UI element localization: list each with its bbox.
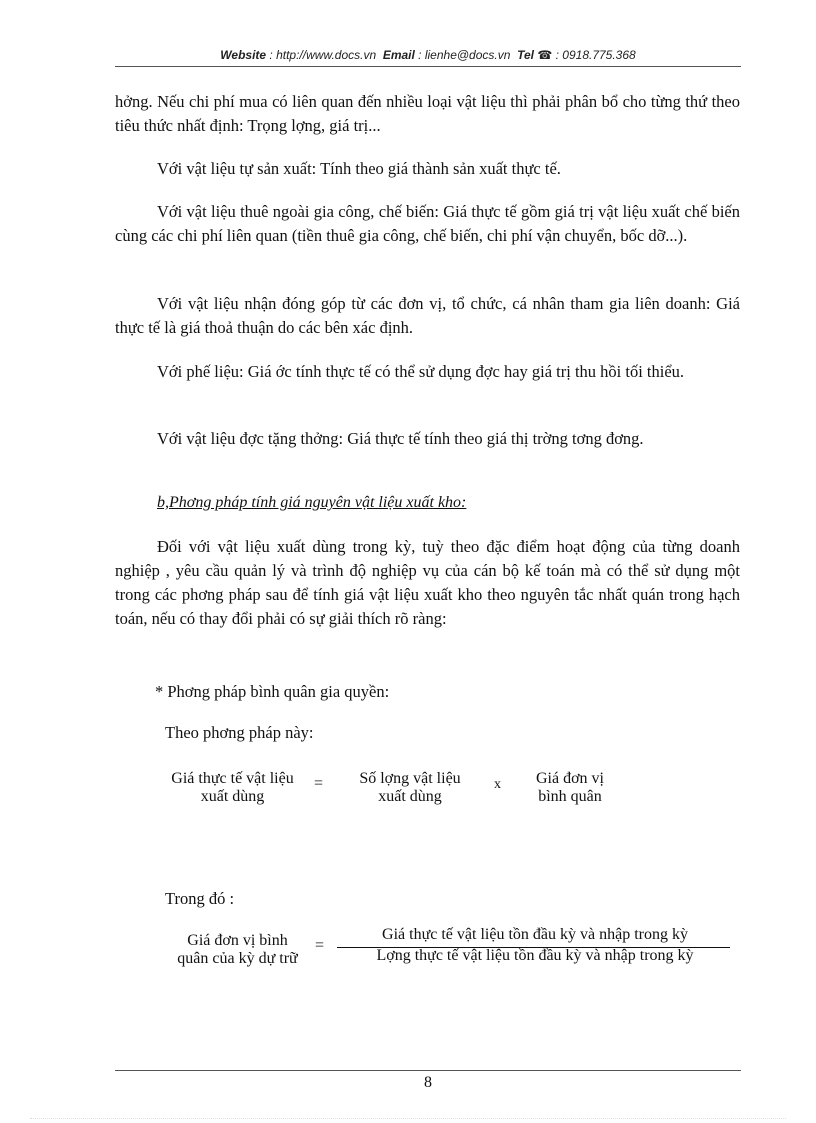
formula1-equals: = (314, 775, 324, 792)
formula1-term1-line1: Số lợng vật liệu (359, 770, 461, 787)
formula1-term2-line2: bình quân (538, 788, 602, 805)
website-label: Website (220, 48, 267, 62)
paragraph-3: Với vật liệu thuê ngoài gia công, chế biến: Giá thực tế gồm giá trị vật liệu xuất chế biến cùng các chi phí liên quan (tiền thuê gia công, chế biến, chi phí vận chuyển, bốc dỡ...). (115, 202, 740, 245)
formula2-lhs (155, 932, 320, 968)
page-header (115, 48, 741, 62)
formula2-lhs-line2: quân của kỳ dự trữ (177, 950, 298, 967)
paragraph-7: Đối với vật liệu xuất dùng trong kỳ, tuỳ theo đặc điểm hoạt động của từng doanh nghiệp , yêu cầu quản lý và trình độ nghiệp vụ của cán bộ kế toán mà có thể sử dụng một trong các phơng pháp sau để tính giá vật liệu xuất kho theo nguyên tắc nhất quán trong hạch toán, nếu có thay đổi phải có sự giải thích rõ ràng: (115, 537, 740, 628)
formula2-equals: = (315, 937, 325, 954)
header-divider (115, 66, 741, 67)
where-label: Trong đó : (165, 889, 235, 908)
formula1-lhs (150, 770, 315, 806)
paragraph-5: Với phế liệu: Giá ớc tính thực tế có thể sử dụng đợc hay giá trị thu hồi tối thiểu. (157, 362, 685, 381)
website-value: : http://www.docs.vn (269, 48, 377, 62)
section-heading: b,Phơng pháp tính giá nguyên vật liệu xuất kho: (157, 494, 467, 511)
formula1-lhs-line1: Giá thực tế vật liệu (171, 770, 294, 787)
method-intro: Theo phơng pháp này: (165, 723, 314, 742)
paragraph-6: Với vật liệu đợc tặng thởng: Giá thực tế tính theo giá thị trờng tơng đơng. (157, 429, 644, 448)
tel-label: Tel (517, 48, 534, 62)
email-label: Email (382, 48, 415, 62)
formula1-term2 (520, 770, 620, 806)
paragraph-1: hởng. Nếu chi phí mua có liên quan đến nhiều loại vật liệu thì phải phân bổ cho từng thứ theo tiêu thức nhất định: Trọng lợng, giá trị... (115, 92, 740, 135)
email-value: : lienhe@docs.vn (418, 48, 511, 62)
formula1-times: x (494, 777, 501, 792)
formula2-numerator: Giá thực tế vật liệu tồn đầu kỳ và nhập trong kỳ (382, 926, 688, 943)
footer-divider (115, 1070, 741, 1071)
paragraph-2: Với vật liệu tự sản xuất: Tính theo giá thành sản xuất thực tế. (157, 159, 561, 178)
tel-value: : 0918.775.368 (555, 48, 636, 62)
paragraph-4: Với vật liệu nhận đóng góp từ các đơn vị, tổ chức, cá nhân tham gia liên doanh: Giá thực tế là giá thoả thuận do các bên xác định. (115, 294, 740, 337)
formula1-term1 (335, 770, 485, 806)
formula2-denominator: Lợng thực tế vật liệu tồn đầu kỳ và nhập trong kỳ (376, 947, 694, 964)
formula1-term2-line1: Giá đơn vị (535, 770, 604, 787)
formula1-lhs-line2: xuất dùng (200, 788, 265, 805)
page-number: 8 (424, 1074, 432, 1091)
phone-icon: ☎ (537, 48, 553, 62)
formula1-term1-line2: xuất dùng (378, 788, 442, 805)
page-bottom-border (30, 1118, 786, 1119)
formula2-lhs-line1: Giá đơn vị bình (187, 932, 288, 949)
method-title: * Phơng pháp bình quân gia quyền: (155, 682, 390, 701)
